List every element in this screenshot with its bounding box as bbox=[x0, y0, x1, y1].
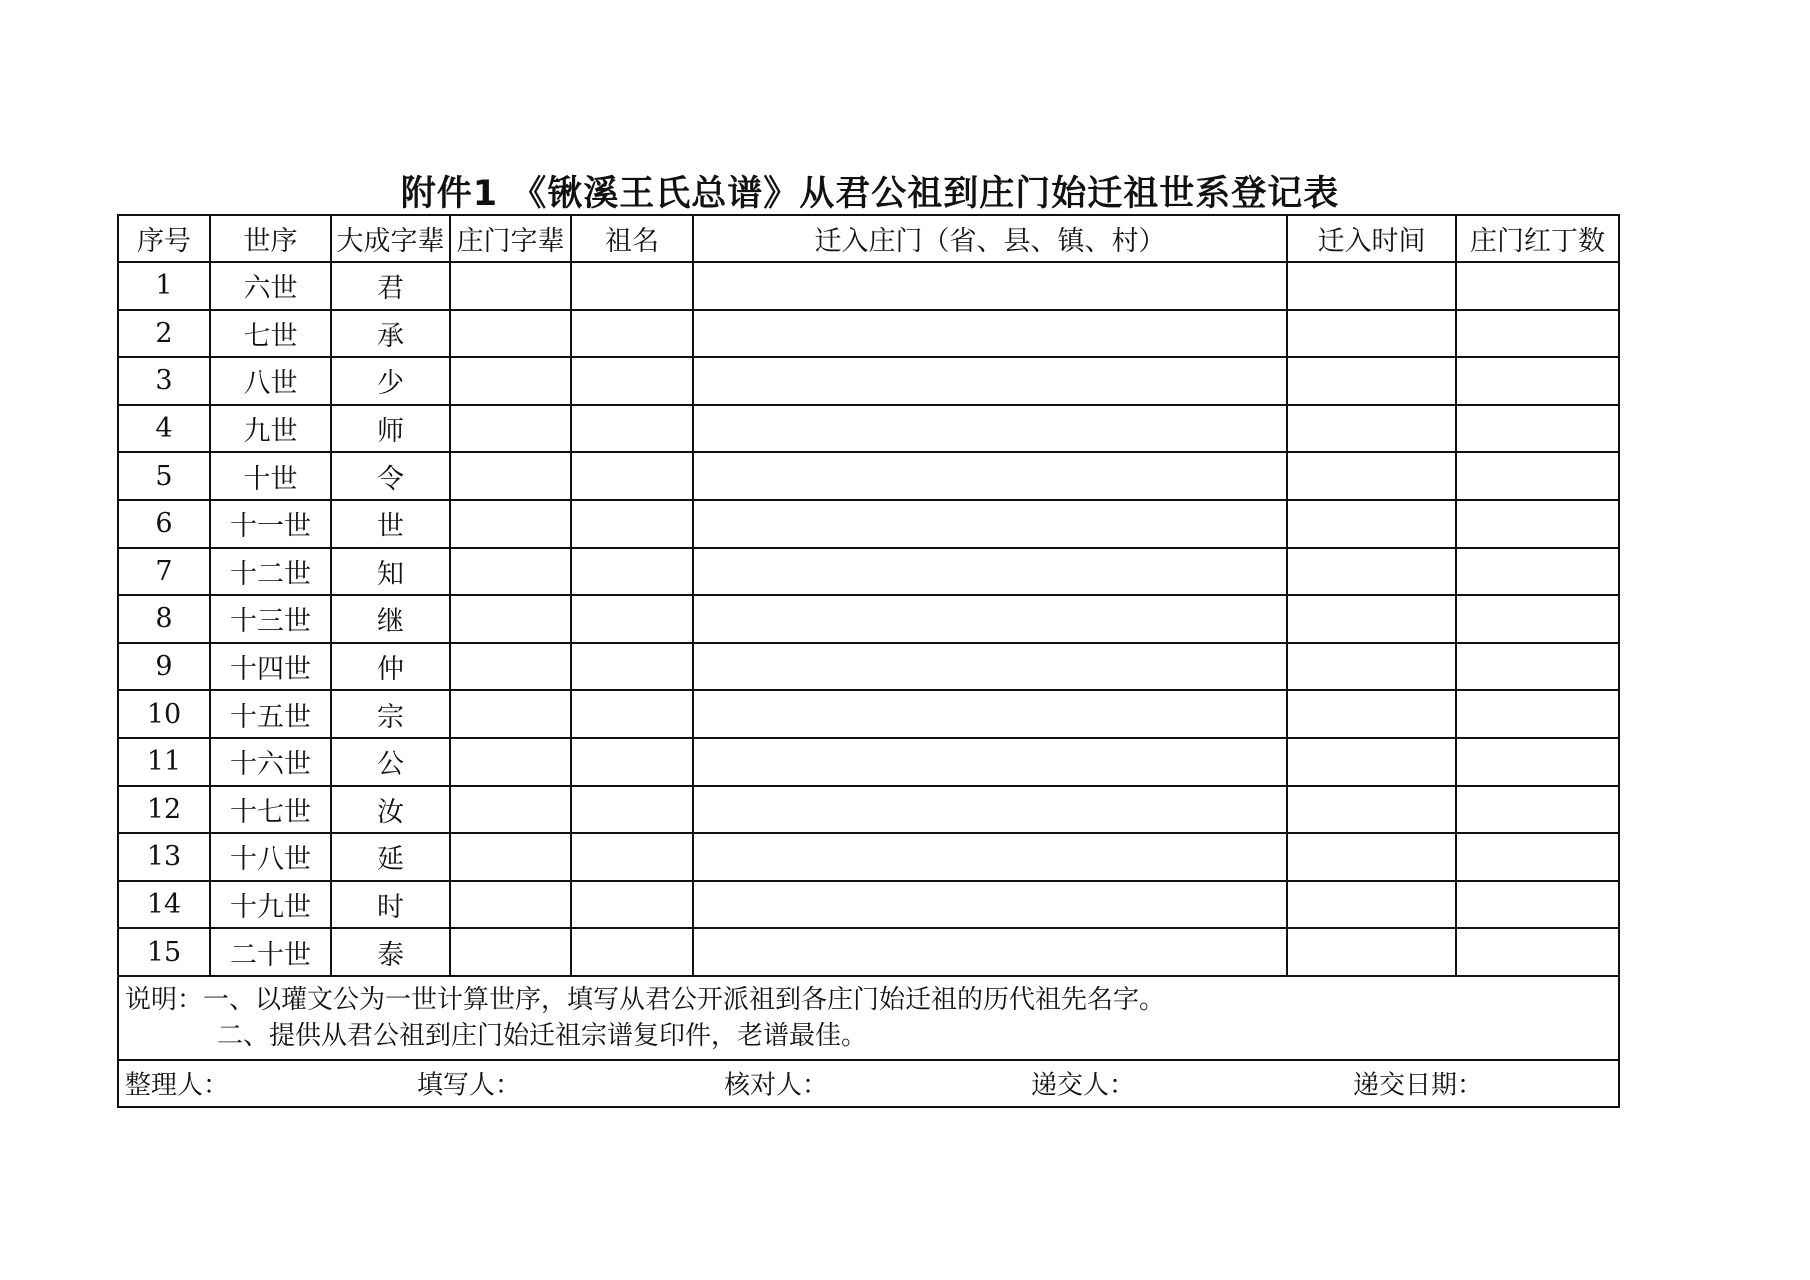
dacheng-char-cell: 师 bbox=[331, 405, 450, 453]
dacheng-char-cell: 继 bbox=[331, 595, 450, 643]
migration-location-cell[interactable] bbox=[693, 405, 1287, 453]
table-row bbox=[118, 595, 1619, 643]
dacheng-char-cell: 汝 bbox=[331, 786, 450, 834]
generation-cell: 十九世 bbox=[210, 881, 331, 929]
col-header-dacheng-generation-char: 大成字辈 bbox=[331, 215, 450, 262]
male-count-cell[interactable] bbox=[1456, 690, 1619, 738]
ancestor-name-cell[interactable] bbox=[571, 548, 693, 596]
migration-location-cell[interactable] bbox=[693, 500, 1287, 548]
male-count-cell[interactable] bbox=[1456, 262, 1619, 310]
notes-row bbox=[118, 976, 1619, 1060]
dacheng-char-cell: 公 bbox=[331, 738, 450, 786]
serial-cell: 14 bbox=[118, 881, 210, 929]
serial-cell: 9 bbox=[118, 643, 210, 691]
dacheng-char-cell: 君 bbox=[331, 262, 450, 310]
male-count-cell[interactable] bbox=[1456, 833, 1619, 881]
header-row bbox=[118, 215, 1619, 262]
village-char-cell[interactable] bbox=[450, 928, 571, 976]
male-count-cell[interactable] bbox=[1456, 452, 1619, 500]
signature-row bbox=[118, 1060, 1619, 1107]
dacheng-char-cell: 令 bbox=[331, 452, 450, 500]
village-char-cell[interactable] bbox=[450, 548, 571, 596]
migration-location-cell[interactable] bbox=[693, 928, 1287, 976]
migration-time-cell[interactable] bbox=[1287, 881, 1456, 929]
serial-cell: 8 bbox=[118, 595, 210, 643]
ancestor-name-cell[interactable] bbox=[571, 262, 693, 310]
migration-location-cell[interactable] bbox=[693, 881, 1287, 929]
generation-cell: 十六世 bbox=[210, 738, 331, 786]
serial-cell: 10 bbox=[118, 690, 210, 738]
dacheng-char-cell: 泰 bbox=[331, 928, 450, 976]
male-count-cell[interactable] bbox=[1456, 405, 1619, 453]
generation-cell: 十一世 bbox=[210, 500, 331, 548]
table-row bbox=[118, 500, 1619, 548]
migration-time-cell[interactable] bbox=[1287, 262, 1456, 310]
migration-time-cell[interactable] bbox=[1287, 500, 1456, 548]
generation-cell: 六世 bbox=[210, 262, 331, 310]
village-char-cell[interactable] bbox=[450, 643, 571, 691]
migration-location-cell[interactable] bbox=[693, 738, 1287, 786]
male-count-cell[interactable] bbox=[1456, 357, 1619, 405]
table-row bbox=[118, 643, 1619, 691]
dacheng-char-cell: 时 bbox=[331, 881, 450, 929]
migration-time-cell[interactable] bbox=[1287, 833, 1456, 881]
dacheng-char-cell: 宗 bbox=[331, 690, 450, 738]
migration-time-cell[interactable] bbox=[1287, 786, 1456, 834]
migration-time-cell[interactable] bbox=[1287, 405, 1456, 453]
migration-location-cell[interactable] bbox=[693, 357, 1287, 405]
signature-cell bbox=[118, 1060, 1619, 1107]
serial-cell: 13 bbox=[118, 833, 210, 881]
dacheng-char-cell: 世 bbox=[331, 500, 450, 548]
submit-date-label: 递交日期： bbox=[1353, 1070, 1484, 1101]
ancestor-name-cell[interactable] bbox=[571, 405, 693, 453]
village-char-cell[interactable] bbox=[450, 833, 571, 881]
serial-cell: 12 bbox=[118, 786, 210, 834]
generation-cell: 十四世 bbox=[210, 643, 331, 691]
dacheng-char-cell: 仲 bbox=[331, 643, 450, 691]
migration-time-cell[interactable] bbox=[1287, 452, 1456, 500]
ancestor-name-cell[interactable] bbox=[571, 690, 693, 738]
col-header-migration-time: 迁入时间 bbox=[1287, 215, 1456, 262]
ancestor-name-cell[interactable] bbox=[571, 833, 693, 881]
migration-location-cell[interactable] bbox=[693, 548, 1287, 596]
note-line-1: 说明：一、以瓘文公为一世计算世序，填写从君公开派祖到各庄门始迁祖的历代祖先名字。 bbox=[125, 984, 1166, 1015]
ancestor-name-cell[interactable] bbox=[571, 786, 693, 834]
serial-cell: 4 bbox=[118, 405, 210, 453]
village-char-cell[interactable] bbox=[450, 357, 571, 405]
village-char-cell[interactable] bbox=[450, 738, 571, 786]
dacheng-char-cell: 少 bbox=[331, 357, 450, 405]
table-row bbox=[118, 548, 1619, 596]
migration-time-cell[interactable] bbox=[1287, 643, 1456, 691]
migration-location-cell[interactable] bbox=[693, 310, 1287, 358]
migration-time-cell[interactable] bbox=[1287, 357, 1456, 405]
notes-cell bbox=[118, 976, 1619, 1060]
col-header-generation: 世序 bbox=[210, 215, 331, 262]
generation-cell: 九世 bbox=[210, 405, 331, 453]
generation-cell: 十五世 bbox=[210, 690, 331, 738]
migration-location-cell[interactable] bbox=[693, 595, 1287, 643]
table-row bbox=[118, 881, 1619, 929]
generation-cell: 八世 bbox=[210, 357, 331, 405]
table-row bbox=[118, 738, 1619, 786]
migration-location-cell[interactable] bbox=[693, 690, 1287, 738]
male-count-cell[interactable] bbox=[1456, 881, 1619, 929]
village-char-cell[interactable] bbox=[450, 310, 571, 358]
page-title: 附件1 《锹溪王氏总谱》从君公祖到庄门始迁祖世系登记表 bbox=[400, 174, 1340, 214]
male-count-cell[interactable] bbox=[1456, 738, 1619, 786]
village-char-cell[interactable] bbox=[450, 405, 571, 453]
ancestor-name-cell[interactable] bbox=[571, 310, 693, 358]
migration-location-cell[interactable] bbox=[693, 262, 1287, 310]
table-row bbox=[118, 262, 1619, 310]
migration-location-cell[interactable] bbox=[693, 833, 1287, 881]
col-header-migration-location: 迁入庄门（省、县、镇、村） bbox=[693, 215, 1287, 262]
ancestor-name-cell[interactable] bbox=[571, 595, 693, 643]
col-header-ancestor-name: 祖名 bbox=[571, 215, 693, 262]
male-count-cell[interactable] bbox=[1456, 928, 1619, 976]
generation-cell: 十二世 bbox=[210, 548, 331, 596]
table-row bbox=[118, 833, 1619, 881]
migration-time-cell[interactable] bbox=[1287, 548, 1456, 596]
serial-cell: 1 bbox=[118, 262, 210, 310]
village-char-cell[interactable] bbox=[450, 452, 571, 500]
generation-cell: 二十世 bbox=[210, 928, 331, 976]
ancestor-name-cell[interactable] bbox=[571, 643, 693, 691]
male-count-cell[interactable] bbox=[1456, 643, 1619, 691]
generation-cell: 十世 bbox=[210, 452, 331, 500]
generation-cell: 十七世 bbox=[210, 786, 331, 834]
table-row bbox=[118, 690, 1619, 738]
dacheng-char-cell: 承 bbox=[331, 310, 450, 358]
checker-label: 核对人： bbox=[724, 1070, 829, 1101]
col-header-village-generation-char: 庄门字辈 bbox=[450, 215, 571, 262]
table-row bbox=[118, 310, 1619, 358]
migration-time-cell[interactable] bbox=[1287, 928, 1456, 976]
ancestor-name-cell[interactable] bbox=[571, 357, 693, 405]
generation-cell: 十三世 bbox=[210, 595, 331, 643]
serial-cell: 2 bbox=[118, 310, 210, 358]
migration-location-cell[interactable] bbox=[693, 643, 1287, 691]
col-header-serial: 序号 bbox=[118, 215, 210, 262]
table-row bbox=[118, 786, 1619, 834]
filler-label: 填写人： bbox=[417, 1070, 522, 1101]
male-count-cell[interactable] bbox=[1456, 500, 1619, 548]
serial-cell: 5 bbox=[118, 452, 210, 500]
submitter-label: 递交人： bbox=[1031, 1070, 1136, 1101]
serial-cell: 7 bbox=[118, 548, 210, 596]
village-char-cell[interactable] bbox=[450, 690, 571, 738]
male-count-cell[interactable] bbox=[1456, 310, 1619, 358]
genealogy-register-table bbox=[117, 214, 1620, 1108]
dacheng-char-cell: 延 bbox=[331, 833, 450, 881]
male-count-cell[interactable] bbox=[1456, 595, 1619, 643]
col-header-male-count: 庄门红丁数 bbox=[1456, 215, 1619, 262]
organizer-label: 整理人： bbox=[125, 1070, 230, 1101]
village-char-cell[interactable] bbox=[450, 786, 571, 834]
serial-cell: 11 bbox=[118, 738, 210, 786]
serial-cell: 15 bbox=[118, 928, 210, 976]
dacheng-char-cell: 知 bbox=[331, 548, 450, 596]
note-line-2: 二、提供从君公祖到庄门始迁祖宗谱复印件，老谱最佳。 bbox=[217, 1020, 868, 1051]
migration-location-cell[interactable] bbox=[693, 452, 1287, 500]
male-count-cell[interactable] bbox=[1456, 786, 1619, 834]
migration-time-cell[interactable] bbox=[1287, 690, 1456, 738]
table-row bbox=[118, 405, 1619, 453]
serial-cell: 3 bbox=[118, 357, 210, 405]
village-char-cell[interactable] bbox=[450, 262, 571, 310]
male-count-cell[interactable] bbox=[1456, 548, 1619, 596]
generation-cell: 七世 bbox=[210, 310, 331, 358]
generation-cell: 十八世 bbox=[210, 833, 331, 881]
migration-time-cell[interactable] bbox=[1287, 595, 1456, 643]
village-char-cell[interactable] bbox=[450, 500, 571, 548]
ancestor-name-cell[interactable] bbox=[571, 928, 693, 976]
table-row bbox=[118, 452, 1619, 500]
ancestor-name-cell[interactable] bbox=[571, 738, 693, 786]
ancestor-name-cell[interactable] bbox=[571, 881, 693, 929]
ancestor-name-cell[interactable] bbox=[571, 452, 693, 500]
serial-cell: 6 bbox=[118, 500, 210, 548]
village-char-cell[interactable] bbox=[450, 595, 571, 643]
migration-location-cell[interactable] bbox=[693, 786, 1287, 834]
ancestor-name-cell[interactable] bbox=[571, 500, 693, 548]
table-row bbox=[118, 357, 1619, 405]
migration-time-cell[interactable] bbox=[1287, 738, 1456, 786]
migration-time-cell[interactable] bbox=[1287, 310, 1456, 358]
table-row bbox=[118, 928, 1619, 976]
village-char-cell[interactable] bbox=[450, 881, 571, 929]
